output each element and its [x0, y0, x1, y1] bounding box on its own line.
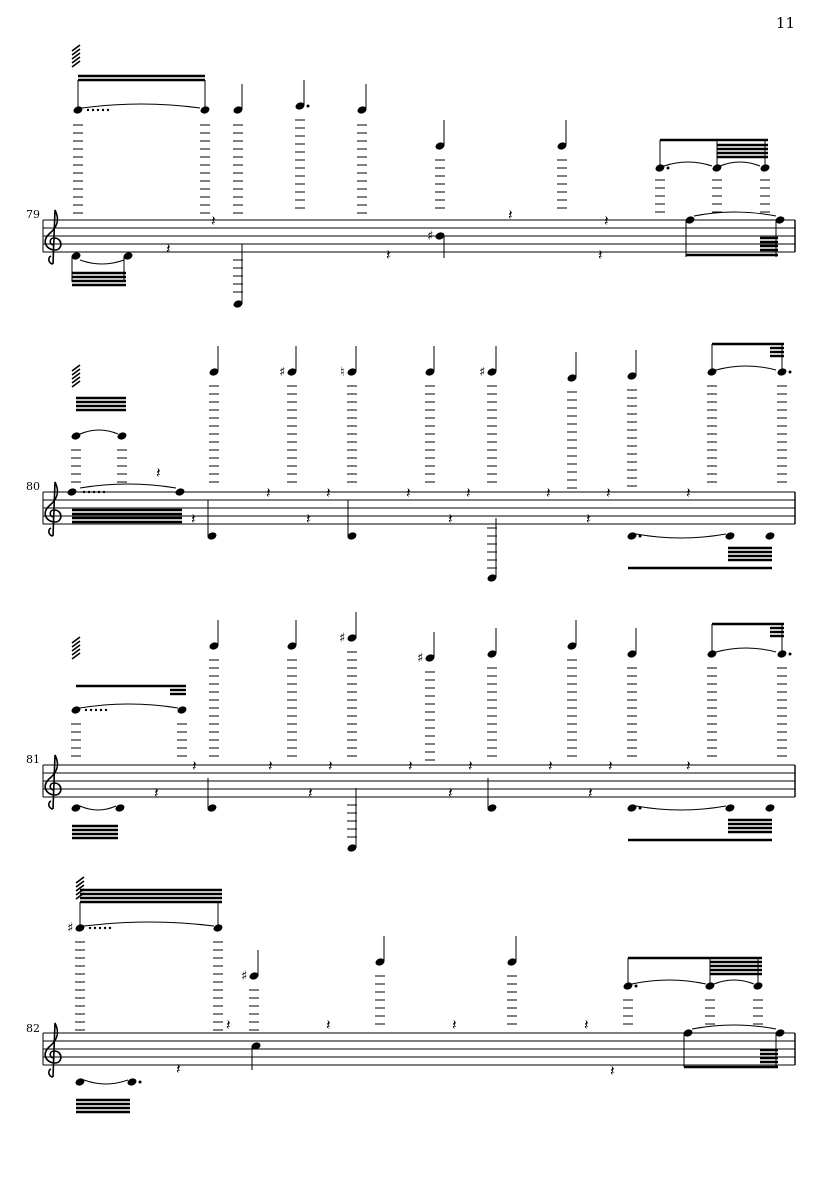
notehead — [175, 487, 186, 497]
notehead — [67, 487, 78, 497]
measure-number-81: 81 — [26, 753, 40, 766]
dotted-line — [89, 927, 91, 929]
quarter-rest: 𝄽 — [466, 484, 471, 502]
quarter-rest: 𝄽 — [328, 757, 333, 775]
tie — [80, 260, 124, 264]
dotted-line — [109, 927, 111, 929]
treble-clef — [45, 1023, 61, 1077]
quarter-rest: 𝄽 — [548, 757, 553, 775]
dotted-line — [105, 709, 107, 711]
tie — [80, 806, 116, 810]
quarter-rest: 𝄽 — [191, 510, 196, 528]
dotted-line — [85, 709, 87, 711]
quarter-rest: 𝄽 — [326, 1016, 331, 1034]
dotted-line — [99, 927, 101, 929]
sharp-sign: ♯ — [427, 229, 434, 244]
notehead — [71, 705, 82, 715]
measure-number-80: 80 — [26, 480, 40, 493]
treble-clef — [45, 755, 61, 809]
quarter-rest: 𝄽 — [154, 784, 159, 802]
quarter-rest: 𝄽 — [586, 510, 591, 528]
tie — [692, 1025, 776, 1029]
tie — [720, 162, 760, 166]
quarter-rest: 𝄽 — [546, 484, 551, 502]
quarter-rest: 𝄽 — [156, 464, 161, 482]
notehead — [71, 803, 82, 813]
dotted-line — [95, 709, 97, 711]
quarter-rest: 𝄽 — [308, 784, 313, 802]
sharp-sign: ♯ — [279, 365, 286, 380]
notehead — [75, 1077, 86, 1087]
notehead — [71, 431, 82, 441]
sharp-sign: ♯ — [67, 921, 74, 936]
notehead — [627, 803, 638, 813]
quarter-rest: 𝄽 — [686, 484, 691, 502]
quarter-rest: 𝄽 — [588, 784, 593, 802]
augmentation-dot — [635, 985, 638, 988]
treble-clef — [45, 210, 61, 264]
notehead — [177, 705, 188, 715]
dotted-line — [103, 491, 105, 493]
augmentation-dot — [667, 167, 670, 170]
tie — [82, 104, 200, 108]
quarter-rest: 𝄽 — [610, 1062, 615, 1080]
tie — [84, 922, 214, 926]
notehead — [765, 803, 776, 813]
quarter-rest: 𝄽 — [211, 212, 216, 230]
dotted-line — [90, 709, 92, 711]
quarter-rest: 𝄽 — [306, 510, 311, 528]
quarter-rest: 𝄽 — [608, 757, 613, 775]
dotted-line — [92, 109, 94, 111]
quarter-rest: 𝄽 — [226, 1016, 231, 1034]
notehead — [115, 803, 126, 813]
quarter-rest: 𝄽 — [406, 484, 411, 502]
dotted-line — [93, 491, 95, 493]
dotted-line — [107, 109, 109, 111]
dotted-line — [104, 927, 106, 929]
quarter-rest: 𝄽 — [448, 510, 453, 528]
sharp-sign: ♯ — [417, 651, 424, 666]
quarter-rest: 𝄽 — [326, 484, 331, 502]
sharp-sign: ♯ — [241, 969, 248, 984]
natural-sign: ♮ — [340, 365, 345, 380]
quarter-rest: 𝄽 — [176, 1060, 181, 1078]
quarter-rest: 𝄽 — [606, 484, 611, 502]
tie — [632, 980, 706, 984]
quarter-rest: 𝄽 — [468, 757, 473, 775]
dotted-line — [94, 927, 96, 929]
measure-number-79: 79 — [26, 208, 40, 221]
tie — [80, 704, 178, 708]
tie — [636, 806, 726, 810]
tie — [80, 430, 118, 434]
dotted-line — [87, 109, 89, 111]
page-number: 11 — [775, 14, 795, 32]
sharp-sign: ♯ — [339, 631, 346, 646]
notehead — [725, 531, 736, 541]
augmentation-dot — [307, 105, 310, 108]
quarter-rest: 𝄽 — [598, 246, 603, 264]
tie — [716, 648, 776, 652]
quarter-rest: 𝄽 — [386, 246, 391, 264]
notehead — [725, 803, 736, 813]
tie — [80, 484, 176, 488]
tie — [84, 1080, 128, 1084]
measure-number-82: 82 — [26, 1022, 40, 1035]
quarter-rest: 𝄽 — [268, 757, 273, 775]
dotted-line — [100, 709, 102, 711]
treble-clef — [45, 482, 61, 536]
augmentation-dot — [789, 653, 792, 656]
dotted-line — [102, 109, 104, 111]
notehead — [127, 1077, 138, 1087]
notehead — [765, 531, 776, 541]
quarter-rest: 𝄽 — [408, 757, 413, 775]
quarter-rest: 𝄽 — [266, 484, 271, 502]
quarter-rest: 𝄽 — [584, 1016, 589, 1034]
quarter-rest: 𝄽 — [686, 757, 691, 775]
tie — [694, 212, 776, 216]
notehead — [627, 531, 638, 541]
augmentation-dot — [789, 371, 792, 374]
quarter-rest: 𝄽 — [604, 212, 609, 230]
notehead — [117, 431, 128, 441]
tie — [664, 162, 712, 166]
dotted-line — [88, 491, 90, 493]
tie — [636, 534, 726, 538]
tie — [714, 980, 754, 984]
augmentation-dot — [139, 1081, 142, 1084]
sharp-sign: ♯ — [479, 365, 486, 380]
quarter-rest: 𝄽 — [452, 1016, 457, 1034]
dotted-line — [83, 491, 85, 493]
dotted-line — [98, 491, 100, 493]
quarter-rest: 𝄽 — [508, 206, 513, 224]
tie — [716, 366, 776, 370]
quarter-rest: 𝄽 — [166, 240, 171, 258]
dotted-line — [97, 109, 99, 111]
quarter-rest: 𝄽 — [192, 757, 197, 775]
quarter-rest: 𝄽 — [448, 784, 453, 802]
